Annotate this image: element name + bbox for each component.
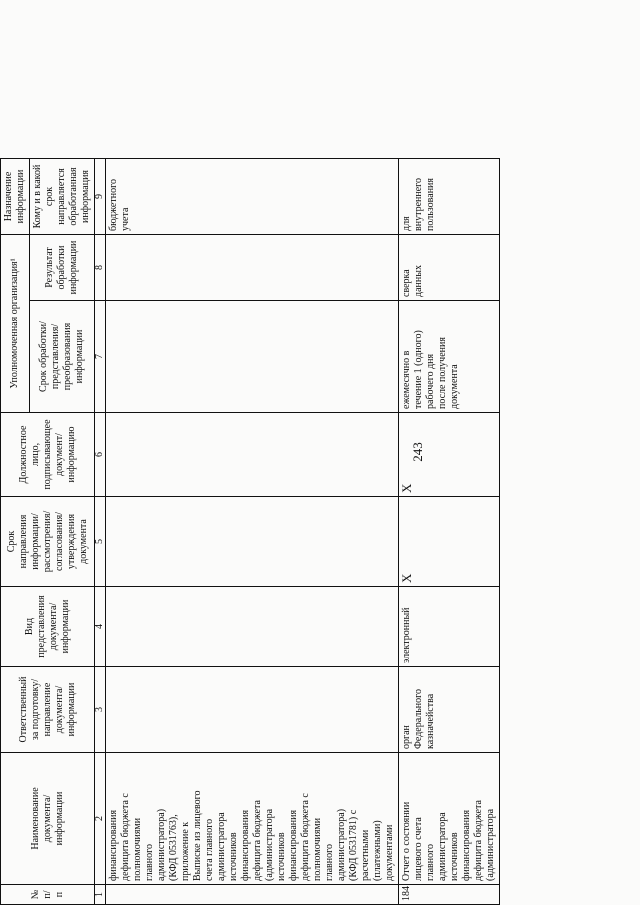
header-purpose: Назначение информации xyxy=(1,158,30,234)
column-number: 8 xyxy=(95,234,106,300)
header-authorized-organization: Уполномоченная организация¹ xyxy=(1,234,30,412)
header-processing-term: Срок обработки/ представления/ преобразования информации xyxy=(30,301,95,413)
header-number: № п/п xyxy=(1,885,95,905)
document-table xyxy=(0,158,500,905)
column-number: 9 xyxy=(95,158,106,234)
header-processing-result: Результат обработки информации xyxy=(30,234,95,300)
header-signer: Должностное лицо, подписывающее документ/ информацию xyxy=(1,413,95,497)
header-deadline: Срок направления информации/ рассмотрения/ согласования/ утверждения документа xyxy=(1,497,95,587)
column-number: 4 xyxy=(95,587,106,667)
document-name: Отчет о состоянии лицевого счета главного администратора источников финансирования дефицита бюджета (администратора xyxy=(399,753,500,885)
recipient: бюджетного учета xyxy=(106,158,399,234)
column-number: 3 xyxy=(95,667,106,753)
column-number: 7 xyxy=(95,301,106,413)
column-number: 2 xyxy=(95,753,106,885)
recipient: для внутреннего пользования xyxy=(399,158,500,234)
table-row xyxy=(399,158,500,904)
row-number: 184 xyxy=(399,885,500,905)
column-number: 1 xyxy=(95,885,106,905)
column-number: 6 xyxy=(95,413,106,497)
signer: Х xyxy=(399,413,500,497)
processing-result: сверка данных xyxy=(399,234,500,300)
header-recipient: Кому и в какой срок направляется обработанная информация xyxy=(30,158,95,234)
page-number: 243 xyxy=(410,442,425,462)
rotated-table-container xyxy=(0,159,496,905)
header-form: Вид представления документа/ информации xyxy=(1,587,95,667)
column-numbers-row xyxy=(95,158,106,904)
table-row xyxy=(106,158,399,904)
responsible xyxy=(106,667,399,753)
header-responsible: Ответственный за подготовку/ направление документа/ информации xyxy=(1,667,95,753)
header-row-1 xyxy=(1,158,30,904)
deadline xyxy=(106,497,399,587)
processing-term: ежемесячно в течение 1 (одного) рабочего дня после получения документа xyxy=(399,301,500,413)
column-number: 5 xyxy=(95,497,106,587)
document-name: финансирования дефицита бюджета с полномочиями главного администратора) (КФД 0531763), приложение к Выписке из лицевого счета главного администратора источников финансирования дефицита бюджета (администратора источников финансирования дефицита бюджета с полномочиями главного администратора) (КФД 0531781) с расчетными (платежными) документами xyxy=(106,753,399,885)
processing-result xyxy=(106,234,399,300)
header-document-name: Наименование документа/ информации xyxy=(1,753,95,885)
form: электронный xyxy=(399,587,500,667)
responsible: орган Федерального казначейства xyxy=(399,667,500,753)
signer xyxy=(106,413,399,497)
form xyxy=(106,587,399,667)
row-number xyxy=(106,885,399,905)
deadline: Х xyxy=(399,497,500,587)
processing-term xyxy=(106,301,399,413)
